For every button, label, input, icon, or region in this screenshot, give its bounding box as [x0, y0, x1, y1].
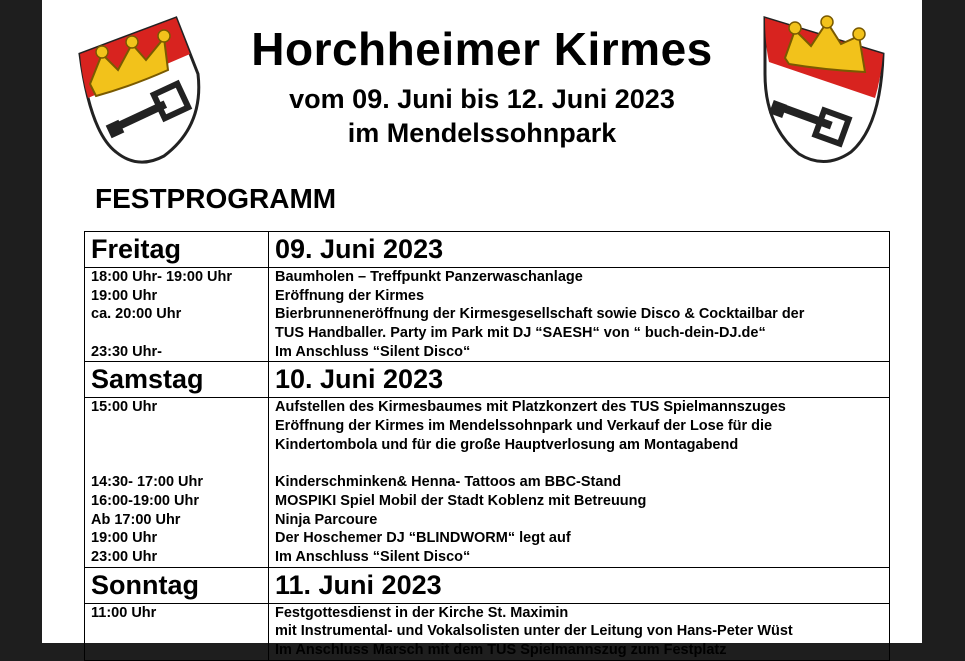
time-column [85, 603, 269, 660]
event-entry: MOSPIKI Spiel Mobil der Stadt Koblenz mit Betreuung [275, 492, 647, 509]
event-entry: Baumholen – Treffpunkt Panzerwaschanlage [275, 269, 583, 285]
day-name: Freitag [85, 232, 269, 268]
time-entry [91, 436, 262, 455]
flyer-page [42, 0, 922, 658]
event-entry: Kindertombola und für die große Hauptverlosung am Montagabend [275, 436, 739, 453]
event-location: im Mendelssohnpark [347, 118, 617, 148]
time-entry: 23:30 Uhr- [91, 343, 162, 360]
event-column [269, 268, 890, 362]
time-entry: 23:00 Uhr [91, 548, 158, 565]
time-entry: 19:00 Uhr [91, 287, 158, 304]
time-entry [91, 455, 262, 474]
event-entry: Im Anschluss “Silent Disco“ [275, 343, 471, 360]
time-entry: 11:00 Uhr [91, 604, 157, 621]
event-entry: Festgottesdienst in der Kirche St. Maximin [275, 604, 569, 621]
event-column [269, 398, 890, 567]
day-schedule-row [85, 398, 890, 567]
time-entry: ca. 20:00 Uhr [91, 306, 182, 323]
day-header-row [85, 362, 890, 398]
event-entry: TUS Handballer. Party im Park mit DJ “SAESH“ von “ buch-dein-DJ.de“ [275, 325, 766, 342]
time-entry: Ab 17:00 Uhr [91, 511, 181, 528]
time-entry: 19:00 Uhr [91, 530, 158, 547]
day-schedule-row [85, 268, 890, 362]
program-table [84, 231, 890, 661]
time-entry [91, 641, 262, 660]
day-date: 10. Juni 2023 [269, 362, 890, 398]
event-entry: Bierbrunneneröffnung der Kirmesgesellschaft sowie Disco & Cocktailbar der [275, 306, 805, 323]
time-entry [91, 324, 262, 343]
time-entry: 15:00 Uhr [91, 399, 158, 416]
day-date: 09. Juni 2023 [269, 232, 890, 268]
time-column [85, 268, 269, 362]
day-name: Samstag [85, 362, 269, 398]
event-dates: vom 09. Juni bis 12. Juni 2023 [289, 84, 675, 114]
event-entry: mit Instrumental- und Vokalsolisten unter der Leitung von Hans-Peter Wüst [275, 623, 793, 640]
event-entry: Im Anschluss Marsch mit dem TUS Spielmannszug zum Festplatz [275, 642, 727, 658]
time-entry [91, 622, 262, 641]
day-header-row [85, 567, 890, 603]
event-entry: Eröffnung der Kirmes [275, 287, 425, 304]
time-entry [91, 417, 262, 436]
event-entry: Der Hoschemer DJ “BLINDWORM“ legt auf [275, 530, 571, 547]
time-entry: 16:00-19:00 Uhr [91, 492, 199, 509]
time-entry: 14:30- 17:00 Uhr [91, 474, 204, 491]
event-entry: Eröffnung der Kirmes im Mendelssohnpark und Verkauf der Lose für die [275, 418, 773, 435]
day-header-row [85, 232, 890, 268]
event-entry: Ninja Parcoure [275, 511, 378, 528]
day-date: 11. Juni 2023 [269, 567, 890, 603]
event-entry: Aufstellen des Kirmesbaumes mit Platzkonzert des TUS Spielmannszuges [275, 399, 786, 416]
event-entry: Kinderschminken& Henna- Tattoos am BBC-Stand [275, 474, 622, 491]
day-name: Sonntag [85, 567, 269, 603]
time-entry: 18:00 Uhr- 19:00 Uhr [91, 269, 233, 285]
event-column [269, 603, 890, 660]
event-entry [275, 455, 883, 474]
time-column [85, 398, 269, 567]
event-entry: Im Anschluss “Silent Disco“ [275, 548, 471, 565]
program-heading: FESTPROGRAMM [95, 183, 337, 214]
day-schedule-row [85, 603, 890, 660]
page-title: Horchheimer Kirmes [251, 23, 713, 75]
